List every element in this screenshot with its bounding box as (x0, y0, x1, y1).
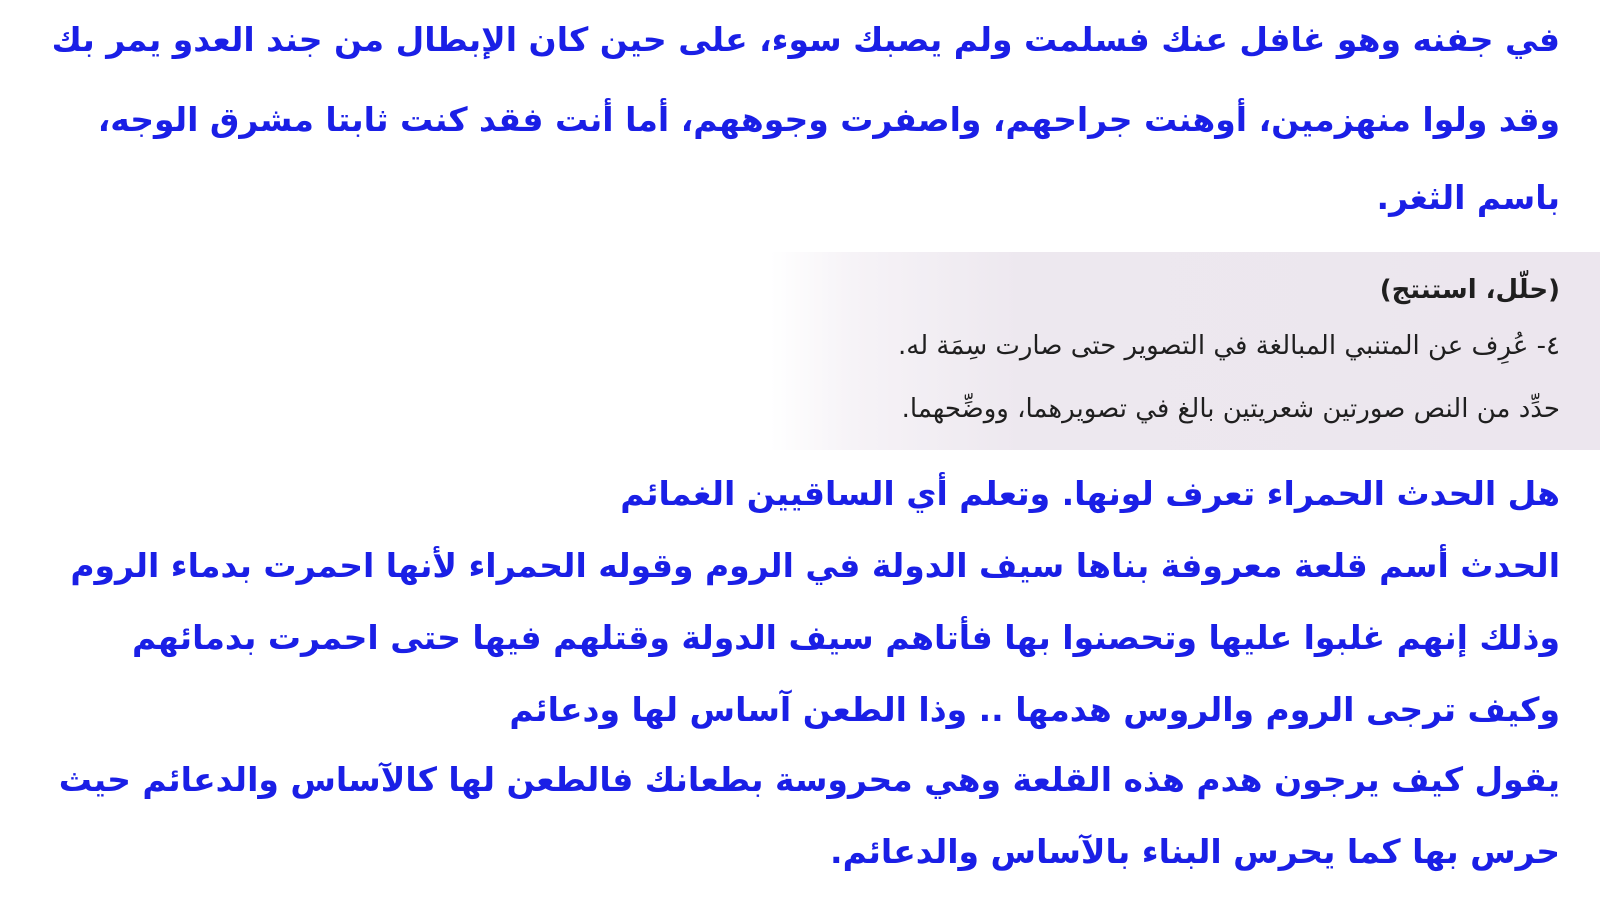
passage-line-3: باسم الثغر. (1376, 178, 1560, 217)
passage-line-1: في جفنه وهو غافل عنك فسلمت ولم يصبك سوء، على حين كان الإبطال من جند العدو يمر بك (51, 20, 1560, 59)
answer-line-3: وذلك إنهم غلبوا عليها وتحصنوا بها فأتاهم سيف الدولة وقتلهم فيها حتى احمرت بدمائهم (132, 618, 1560, 657)
answer-line-5: يقول كيف يرجون هدم هذه القلعة وهي محروسة بطعانك فالطعن لها كالآساس والدعائم حيث (58, 760, 1560, 799)
passage-line-2: وقد ولوا منهزمين، أوهنت جراحهم، واصفرت وجوههم، أما أنت فقد كنت ثابتا مشرق الوجه، (97, 100, 1560, 139)
question-line-2: حدِّد من النص صورتين شعريتين بالغ في تصويرهما، ووضِّحهما. (901, 394, 1560, 424)
question-box (770, 252, 1600, 450)
answer-line-4: وكيف ترجى الروم والروس هدمها .. وذا الطعن آساس لها ودعائم (509, 690, 1560, 729)
answer-line-2: الحدث أسم قلعة معروفة بناها سيف الدولة في الروم وقوله الحمراء لأنها احمرت بدماء الروم (70, 546, 1560, 585)
answer-line-6: حرس بها كما يحرس البناء بالآساس والدعائم. (830, 832, 1560, 871)
question-line-1: ٤- عُرِف عن المتنبي المبالغة في التصوير حتى صارت سِمَة له. (897, 331, 1560, 361)
answer-line-1: هل الحدث الحمراء تعرف لونها. وتعلم أي الساقيين الغمائم (620, 474, 1560, 513)
question-heading: (حلّل، استنتج) (1379, 275, 1560, 305)
